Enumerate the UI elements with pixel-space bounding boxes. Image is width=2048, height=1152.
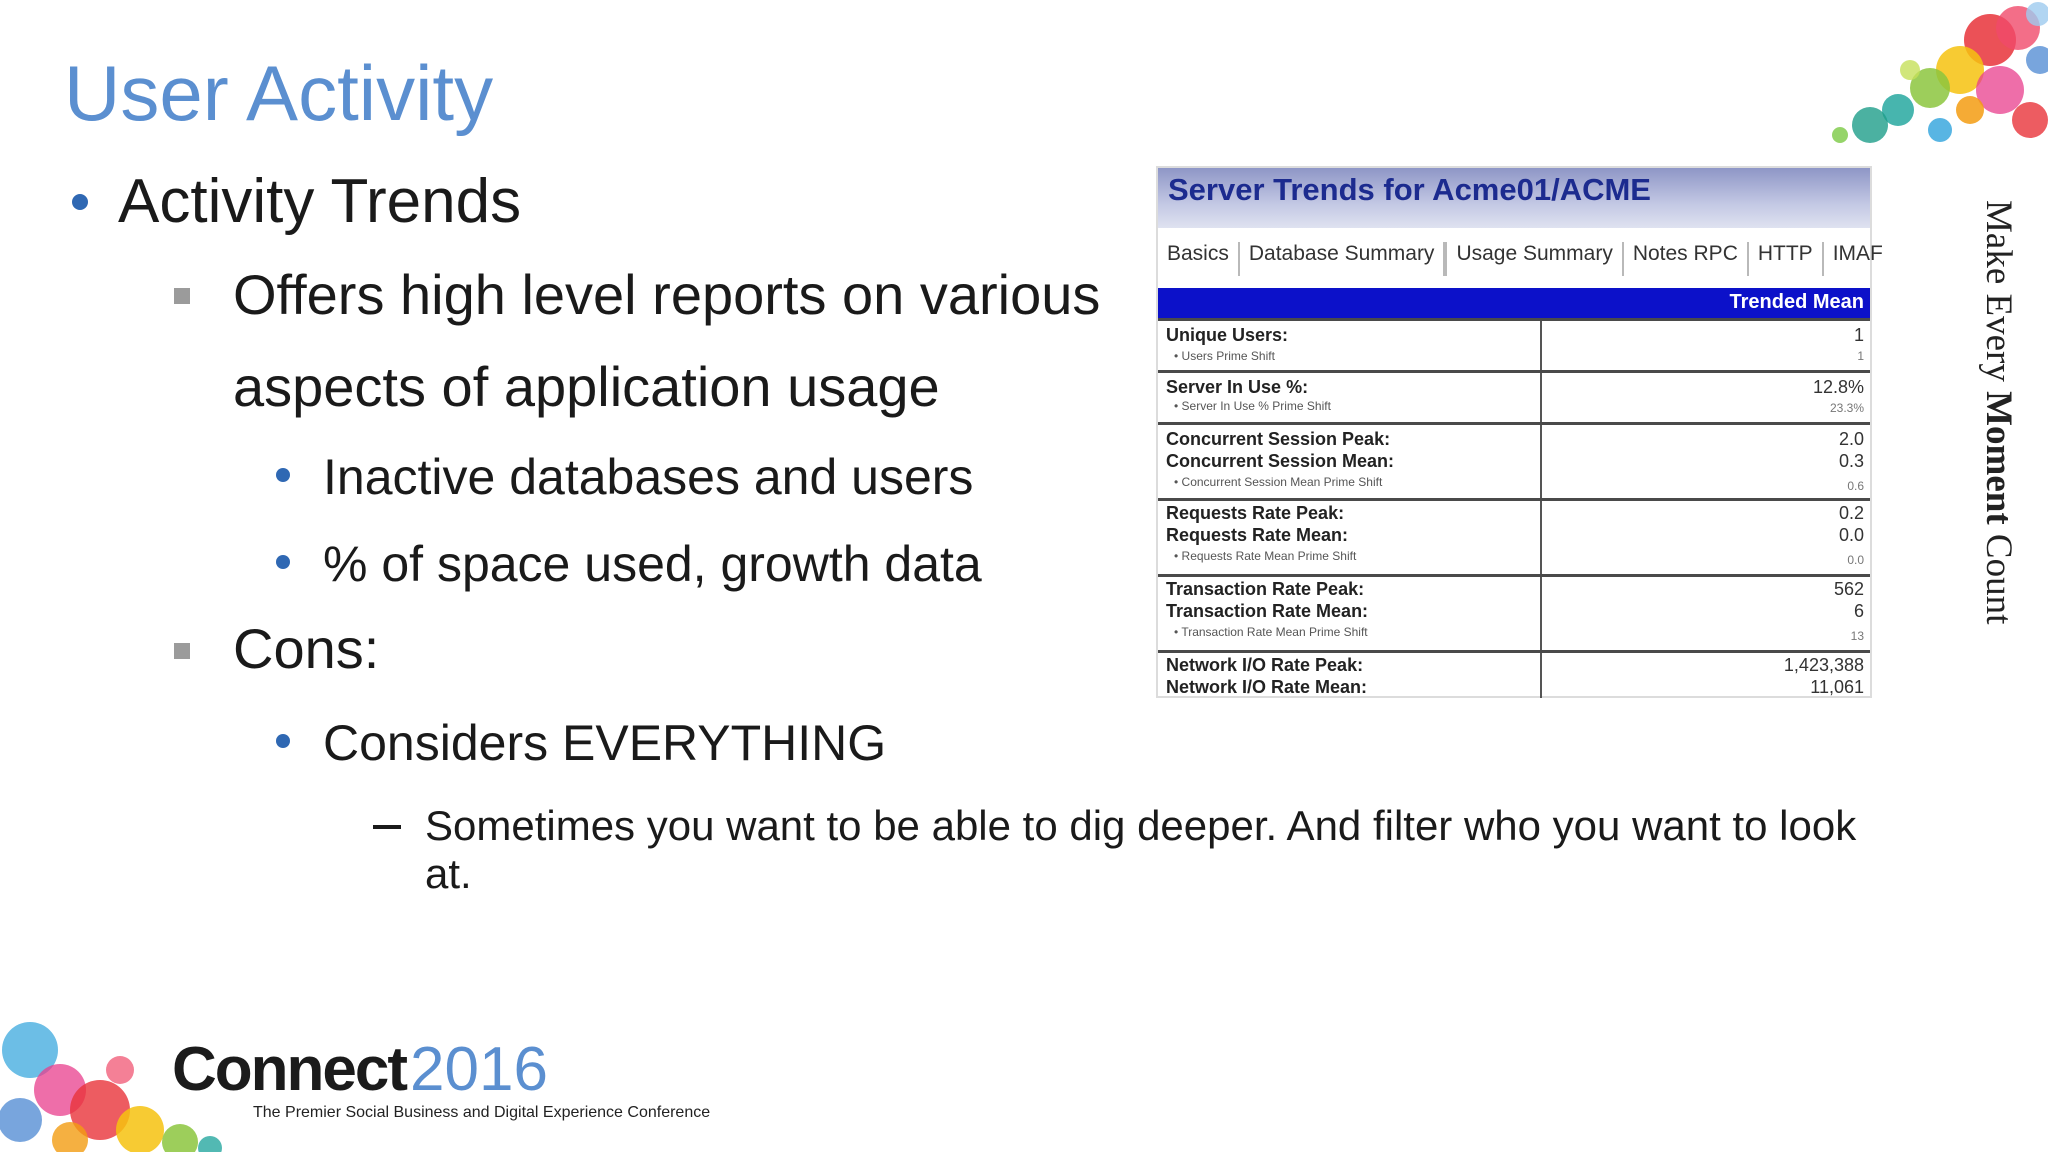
metric-sub-value: 0.0	[1847, 553, 1864, 567]
metric-value: 0.0	[1838, 525, 1864, 545]
metric-sub-label: • Concurrent Session Mean Prime Shift	[1174, 475, 1383, 489]
metric-sub-label: • Users Prime Shift	[1174, 349, 1275, 363]
metric-sub-label: • Transaction Rate Mean Prime Shift	[1174, 625, 1368, 639]
metric-row	[1158, 370, 1870, 425]
bullet-space: % of space used, growth data	[323, 536, 982, 592]
tab-imap[interactable]: IMAF	[1832, 242, 1883, 265]
bullet-activity-trends: Activity Trends	[118, 167, 522, 236]
bullet-offers-line2: aspects of application usage	[233, 355, 940, 418]
metric-label: Requests Rate Mean:	[1166, 525, 1349, 545]
metric-sub-value: 23.3%	[1829, 401, 1864, 415]
bullet-square	[174, 288, 190, 304]
metric-sub-value: 1	[1857, 349, 1864, 363]
conference-tagline: The Premier Social Business and Digital Experience Conference	[253, 1104, 711, 1121]
metric-label: Network I/O Rate Mean:	[1166, 677, 1368, 697]
bullet-square	[174, 643, 190, 659]
server-trends-screenshot	[1156, 166, 1883, 698]
bullet-considers: Considers EVERYTHING	[323, 715, 887, 771]
metric-sub-value: 13	[1850, 629, 1864, 643]
tab-http[interactable]: HTTP	[1749, 242, 1824, 276]
bullet-inactive: Inactive databases and users	[323, 449, 974, 505]
decorative-bubbles-top-right	[1800, 0, 2048, 170]
tab-usage-summary[interactable]: Usage Summary	[1445, 242, 1623, 276]
connect-logo-year: 2016	[410, 1035, 548, 1104]
bullet-dot	[72, 194, 88, 210]
metric-row	[1158, 574, 1870, 653]
metric-label: Requests Rate Peak:	[1166, 503, 1345, 523]
metric-value: 1	[1853, 325, 1864, 345]
metric-label: Server In Use %:	[1166, 377, 1309, 397]
metric-label: Transaction Rate Peak:	[1166, 579, 1365, 599]
metric-value: 12.8%	[1812, 377, 1864, 397]
bullet-dot	[276, 555, 290, 569]
metric-value: 0.2	[1838, 503, 1864, 523]
metric-row	[1158, 422, 1870, 501]
metric-value: 2.0	[1838, 429, 1864, 449]
bullet-dash	[373, 825, 401, 829]
tab-basics[interactable]: Basics	[1158, 242, 1240, 276]
metric-label: Network I/O Rate Peak:	[1166, 655, 1364, 675]
vertical-tagline: Make Every Moment Count	[1978, 200, 2019, 625]
trended-mean-label: Trended Mean	[1729, 291, 1864, 313]
bullet-dot	[276, 468, 290, 482]
metric-row	[1158, 498, 1870, 577]
metric-label: Transaction Rate Mean:	[1166, 601, 1369, 621]
metric-label: Concurrent Session Peak:	[1166, 429, 1391, 449]
screenshot-tabs	[1158, 230, 1883, 276]
metric-label: Concurrent Session Mean:	[1166, 451, 1395, 471]
metric-value: 6	[1853, 601, 1864, 621]
metric-value: 1,423,388	[1783, 655, 1864, 675]
trended-mean-header	[1158, 288, 1870, 318]
screenshot-header	[1158, 168, 1870, 228]
metric-sub-value: 0.6	[1847, 479, 1864, 493]
screenshot-title: Server Trends for Acme01/ACME	[1168, 172, 1651, 207]
connect-logo-word: Connect	[172, 1035, 406, 1104]
bullet-cons: Cons:	[233, 617, 380, 680]
tab-database-summary[interactable]: Database Summary	[1240, 242, 1446, 276]
metric-value: 0.3	[1838, 451, 1864, 471]
slide-title: User Activity	[64, 49, 494, 137]
metric-value: 11,061	[1810, 677, 1864, 697]
bullet-dot	[276, 734, 290, 748]
bullet-offers-line1: Offers high level reports on various	[233, 263, 1101, 326]
metric-row	[1158, 318, 1870, 373]
metric-sub-label: • Requests Rate Mean Prime Shift	[1174, 549, 1357, 563]
metric-sub-label: • Server In Use % Prime Shift	[1174, 399, 1331, 413]
metric-row	[1158, 650, 1870, 699]
metric-value: 562	[1833, 579, 1864, 599]
tab-notes-rpc[interactable]: Notes RPC	[1624, 242, 1749, 276]
metric-label: Unique Users:	[1166, 325, 1289, 345]
bullet-sometimes: Sometimes you want to be able to dig deeper. And filter who you want to look at.	[425, 802, 1857, 897]
